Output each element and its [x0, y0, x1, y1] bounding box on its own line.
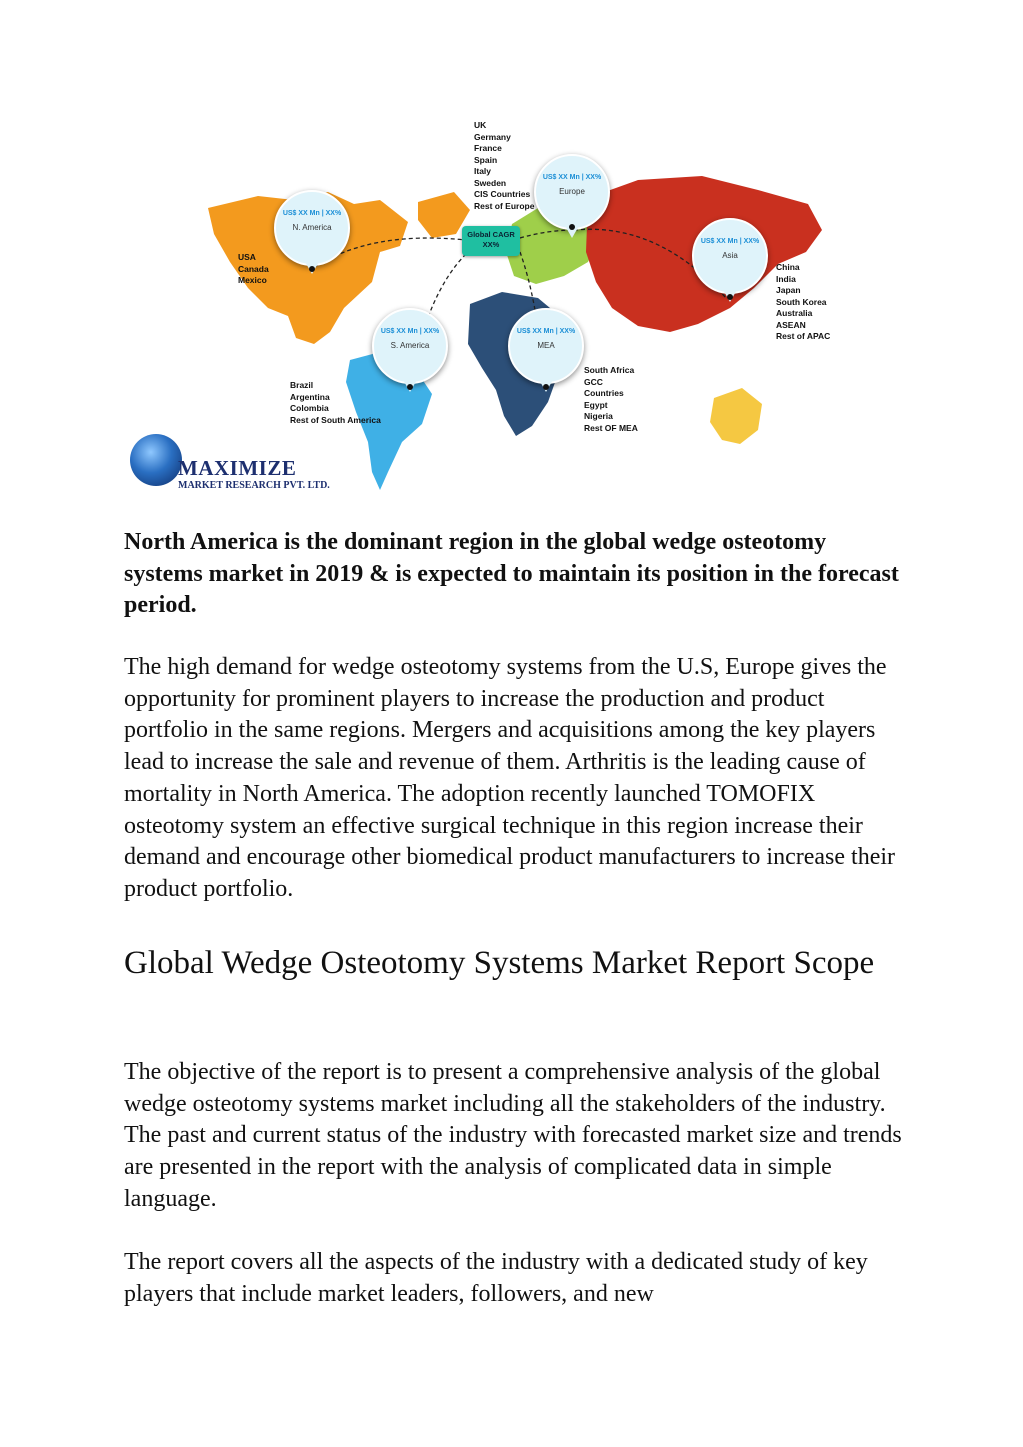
asia-pin — [692, 218, 768, 294]
region-name: Europe — [559, 187, 585, 196]
country-label: South Korea — [776, 296, 827, 307]
country-label: Germany — [474, 131, 511, 142]
country-label: Argentina — [290, 391, 330, 402]
world-map-infographic — [118, 112, 858, 502]
country-label: Rest OF MEA — [584, 422, 638, 433]
paragraph: The objective of the report is to present a comprehensive analysis of the global wedge osteotomy systems market including all the stakeholders of the industry. The past and current status of the industry with forecasted market size and trends are presented in the report with the analysis of complicated data in simple language. — [124, 1059, 902, 1212]
country-label: South Africa — [584, 365, 635, 375]
country-label: France — [474, 143, 502, 153]
country-label: ASEAN — [776, 319, 806, 330]
region-value: US$ XX Mn | XX% — [380, 328, 440, 335]
cagr-label: Global CAGR — [467, 230, 515, 239]
region-name: N. America — [292, 223, 332, 232]
country-label: UK — [474, 120, 487, 130]
cagr-value: XX% — [482, 240, 500, 249]
south-america-pin — [372, 308, 448, 384]
country-label: Colombia — [290, 403, 329, 413]
country-label: CIS Countries — [474, 189, 531, 199]
country-label: Mexico — [238, 275, 267, 285]
country-label: Countries — [584, 388, 624, 398]
region-name: Asia — [722, 251, 738, 260]
country-label: Japan — [776, 285, 801, 295]
pin-dot — [309, 266, 315, 272]
north-america-pin — [274, 190, 350, 266]
country-label: Nigeria — [584, 411, 613, 421]
region-value: US$ XX Mn | XX% — [700, 238, 760, 245]
pin-dot — [407, 384, 413, 390]
country-label: Canada — [238, 263, 269, 274]
country-label: Rest of South America — [290, 414, 381, 425]
bold-heading: North America is the dominant region in the global wedge osteotomy systems market in 2019 & is expected to maintain its position in the forecast period. — [124, 529, 899, 618]
paragraph: The high demand for wedge osteotomy systems from the U.S, Europe gives the opportunity for prominent players to increase the production and product portfolio in the same regions. Mergers and acquisitions among the key players lead to increase the sale and revenue of them. Arthritis is the leading cause of mortality in North America. The adoption recently launched TOMOFIX osteotomy system an effective surgical technique in this region increase their demand and encourage other biomedical product manufacturers to increase their product portfolio. — [124, 654, 895, 902]
country-label: China — [776, 262, 800, 272]
north-america-country-list — [238, 252, 269, 287]
south-america-country-list — [290, 380, 381, 426]
asia-country-list — [776, 262, 830, 343]
logo-subtitle: MARKET RESEARCH PVT. LTD. — [178, 480, 330, 491]
region-value: US$ XX Mn | XX% — [516, 328, 576, 335]
globe-icon — [130, 434, 182, 486]
global-cagr-badge — [462, 226, 520, 256]
section-heading: Global Wedge Osteotomy Systems Market Report Scope — [124, 945, 875, 981]
country-label: Australia — [776, 308, 813, 318]
europe-country-list — [474, 120, 534, 212]
pin-dot — [543, 384, 549, 390]
country-label: Spain — [474, 154, 498, 165]
region-name: MEA — [537, 341, 555, 350]
company-logo — [126, 430, 366, 494]
logo-name: MAXIMIZE — [178, 456, 297, 480]
pin-dot — [727, 294, 733, 300]
country-label: Brazil — [290, 380, 314, 390]
oceania-shape — [710, 388, 762, 444]
country-label: USA — [238, 252, 256, 262]
country-label: GCC — [584, 376, 603, 387]
region-value: US$ XX Mn | XX% — [282, 210, 342, 217]
mea-country-list — [584, 365, 638, 434]
country-label: Italy — [474, 166, 492, 176]
country-label: Egypt — [584, 399, 608, 410]
mea-pin — [508, 308, 584, 384]
region-value: US$ XX Mn | XX% — [542, 174, 602, 181]
country-label: Rest of Europe — [474, 200, 535, 211]
pin-dot — [569, 224, 575, 230]
country-label: India — [776, 273, 796, 284]
paragraph: The report covers all the aspects of the industry with a dedicated study of key players that include market leaders, followers, and new — [124, 1249, 868, 1307]
europe-pin — [534, 154, 610, 230]
country-label: Sweden — [474, 177, 507, 188]
region-name: S. America — [390, 341, 430, 350]
country-label: Rest of APAC — [776, 331, 831, 341]
